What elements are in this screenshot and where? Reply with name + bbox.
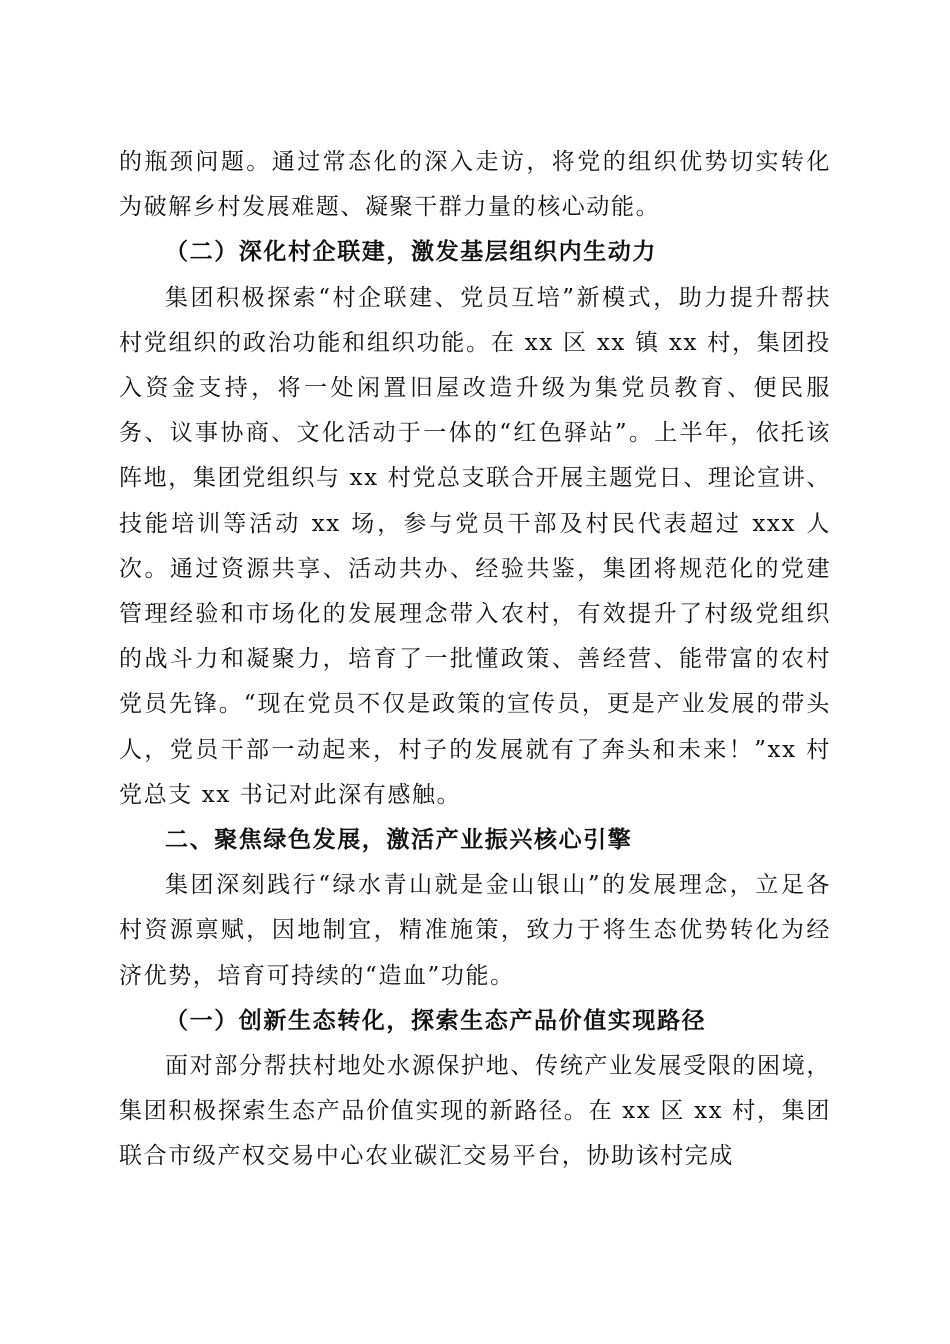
heading-green-development: 二、聚焦绿色发展，激活产业振兴核心引擎 [165, 827, 633, 854]
paragraph-village-enterprise: 集团积极探索“村企联建、党员互培”新模式，助力提升帮扶村党组织的政治功能和组织功能。在 xx 区 xx 镇 xx 村，集团投入资金支持，将一处闲置旧屋改造升级为集党员教育、便民服务、议事协商、文化活动于一体的“红色驿站”。上半年，依托该阵地，集团党组织与 xx 村党总支联合开展主题党日、理论宣讲、技能培训等活动 xx 场，参与党员干部及村民代表超过 xxx 人次。通过资源共享、活动共办、经验共鉴，集团将规范化的党建管理经验和市场化的发展理念带入农村，有效提升了村级党组织的战斗力和凝聚力，培育了一批懂政策、善经营、能带富的农村党员先锋。“现在党员不仅是政策的宣传员，更是产业发展的带头人，党员干部一动起来，村子的发展就有了奔头和未来！”xx 村党总支 xx 书记对此深有感触。 [119, 284, 831, 808]
paragraph-green-development: 集团深刻践行“绿水青山就是金山银山”的发展理念，立足各村资源禀赋，因地制宜，精准施策，致力于将生态优势转化为经济优势，培育可持续的“造血”功能。 [119, 872, 831, 989]
paragraph-continuation: 的瓶颈问题。通过常态化的深入走访，将党的组织优势切实转化为破解乡村发展难题、凝聚干群力量的核心动能。 [119, 149, 831, 221]
document-body [119, 140, 831, 1180]
paragraph-ecological-transformation: 面对部分帮扶村地处水源保护地、传统产业发展受限的困境，集团积极探索生态产品价值实现的新路径。在 xx 区 xx 村，集团联合市级产权交易中心农业碳汇交易平台，协助该村完成 [119, 1053, 831, 1170]
subheading-ecological-transformation: （一）创新生态转化，探索生态产品价值实现路径 [165, 1007, 707, 1034]
subheading-village-enterprise: （二）深化村企联建，激发基层组织内生动力 [165, 239, 657, 266]
